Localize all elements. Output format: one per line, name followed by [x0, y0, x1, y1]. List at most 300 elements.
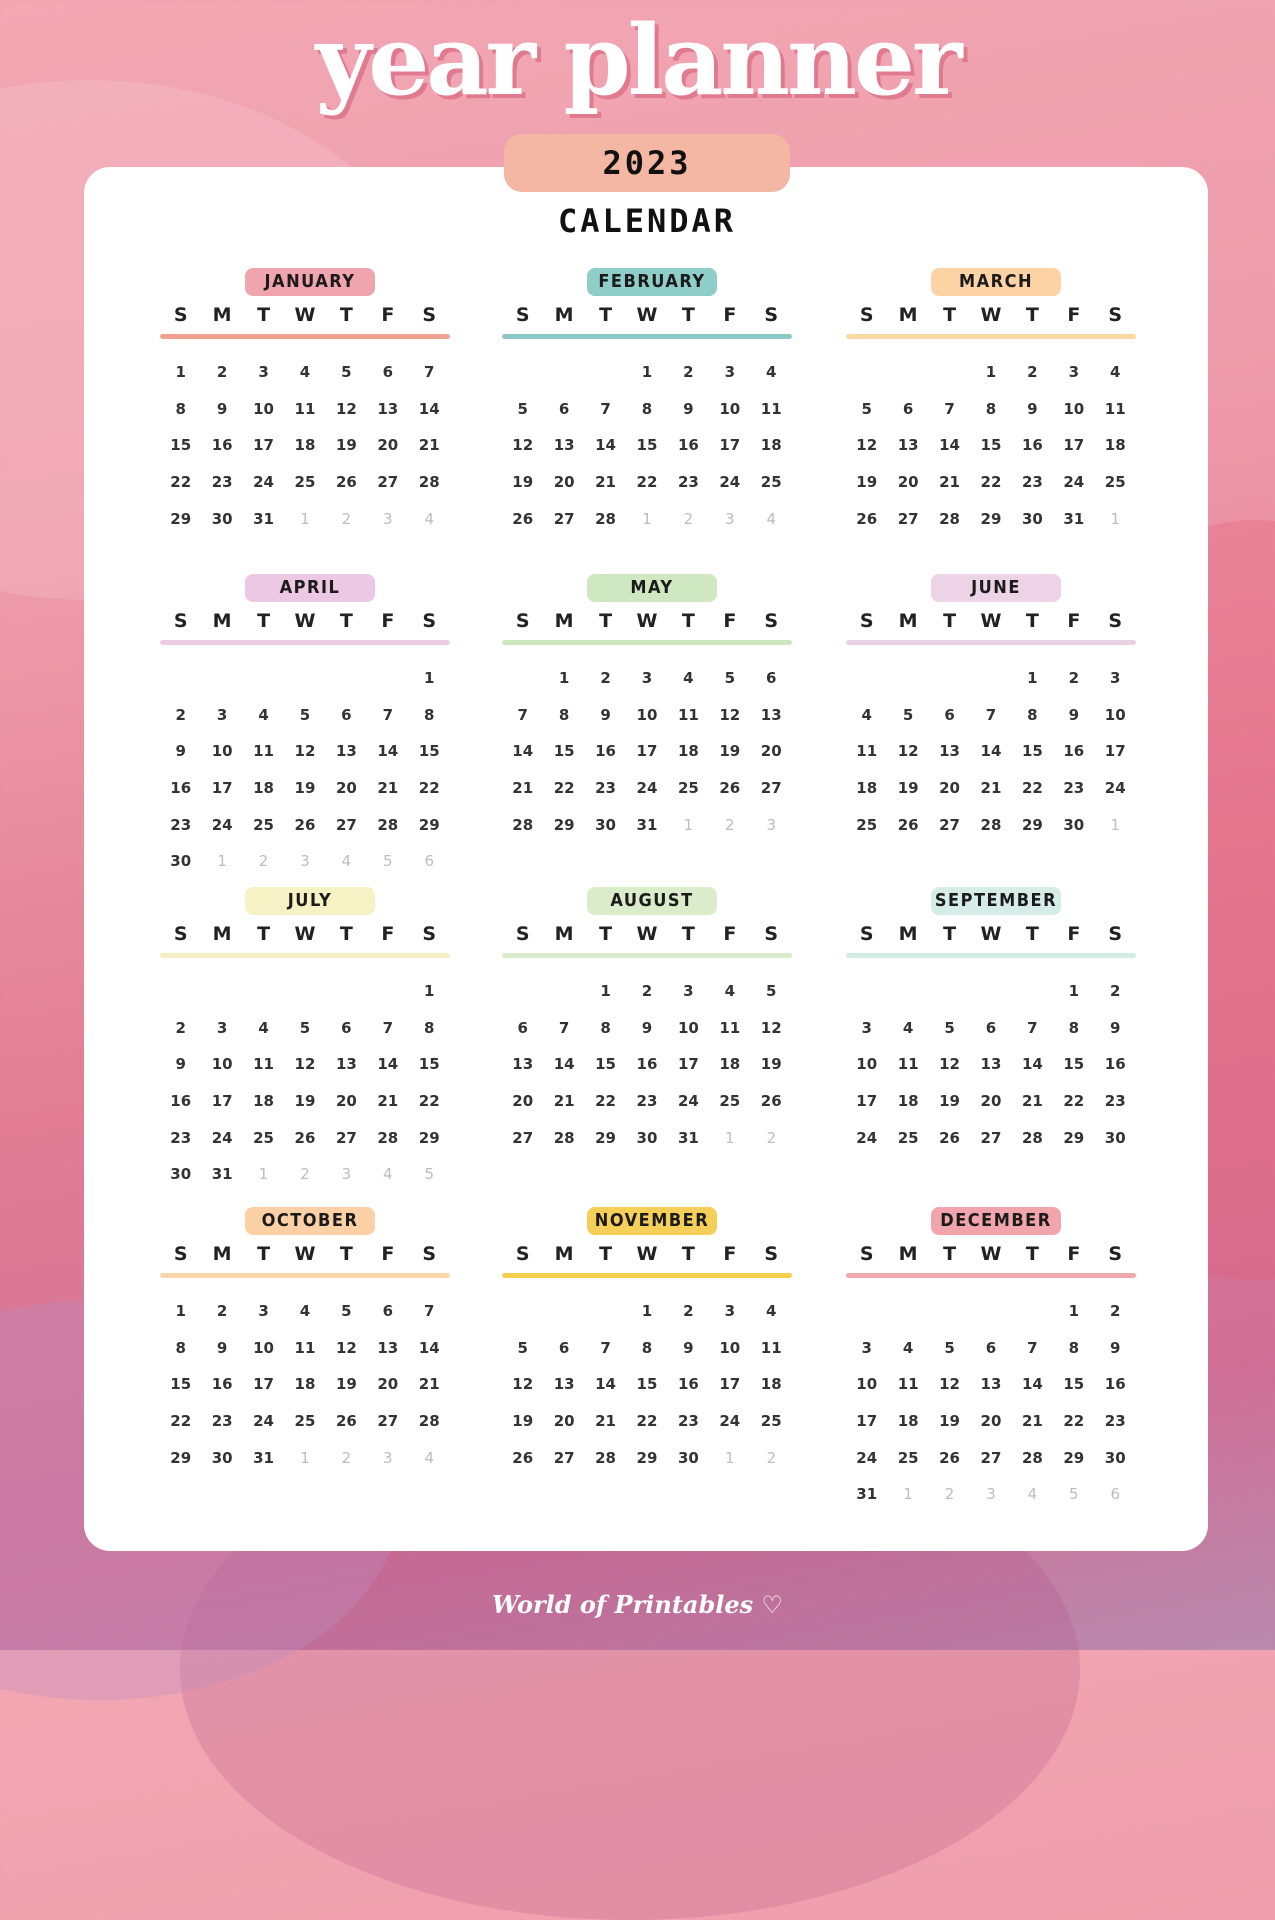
weekday-label: F: [381, 610, 395, 632]
day-cell: 18: [294, 1375, 316, 1394]
day-cell: 4: [766, 363, 777, 382]
day-cell: 22: [170, 1412, 192, 1431]
day-cell: 8: [424, 705, 435, 724]
day-cell: 1: [1110, 815, 1121, 834]
day-cell: 10: [253, 399, 274, 418]
day-cell: 8: [1027, 705, 1038, 724]
day-cell: 1: [642, 509, 652, 528]
day-cell: 2: [216, 363, 228, 382]
day-cell: 8: [985, 399, 997, 418]
day-cell: 5: [724, 669, 736, 688]
day-cell: 15: [636, 1375, 658, 1394]
day-cell: 1: [600, 982, 611, 1001]
day-cell: 21: [980, 779, 1002, 798]
day-cell: 1: [217, 852, 227, 871]
weekday-label: T: [339, 304, 353, 326]
week-row: [160, 806, 450, 843]
day-cell: 9: [1110, 1018, 1121, 1037]
week-row: [160, 770, 450, 807]
day-cell: 5: [383, 852, 393, 871]
weekday-label: T: [1025, 610, 1039, 632]
day-cell: 29: [1021, 815, 1043, 834]
weekday-label: T: [681, 923, 695, 945]
day-cell: 8: [1068, 1338, 1080, 1357]
day-cell: 3: [861, 1018, 872, 1037]
day-cell: 10: [253, 1338, 274, 1357]
day-cell: 1: [1068, 1302, 1080, 1321]
day-cell: 16: [211, 436, 233, 455]
day-cell: 22: [636, 473, 658, 492]
page-title: year planner: [315, 4, 960, 117]
day-cell: 10: [677, 1018, 699, 1037]
day-cell: 10: [719, 1338, 741, 1357]
day-cell: 21: [595, 473, 616, 492]
day-cell: 5: [766, 982, 777, 1001]
weekday-label: T: [339, 923, 353, 945]
day-cell: 17: [1104, 742, 1126, 761]
day-cell: 13: [335, 1055, 357, 1074]
week-row: [160, 500, 450, 537]
month-label: JANUARY: [245, 268, 375, 296]
weekday-label: M: [554, 1243, 574, 1265]
weekday-label: M: [554, 923, 574, 945]
day-cell: 19: [512, 1412, 534, 1431]
day-cell: 22: [418, 779, 440, 798]
day-cell: 20: [939, 779, 960, 798]
day-cell: 26: [335, 473, 357, 492]
day-cell: 9: [175, 742, 186, 761]
weekday-header: [160, 304, 450, 326]
day-cell: 13: [897, 436, 919, 455]
day-cell: 18: [760, 436, 782, 455]
day-cell: 30: [170, 1165, 192, 1184]
day-cell: 1: [175, 363, 186, 382]
day-cell: 5: [861, 399, 872, 418]
day-cell: 4: [1110, 363, 1121, 382]
day-cell: 11: [760, 399, 782, 418]
day-cell: 4: [902, 1018, 914, 1037]
day-cell: 23: [595, 779, 616, 798]
day-cell: 9: [683, 399, 694, 418]
day-cell: 28: [553, 1128, 575, 1147]
day-cell: 16: [1104, 1375, 1126, 1394]
day-cell: 23: [1063, 779, 1085, 798]
day-cell: 7: [558, 1018, 570, 1037]
weekday-label: S: [859, 923, 874, 945]
day-cell: 16: [677, 436, 699, 455]
day-cell: 7: [1027, 1018, 1038, 1037]
weekday-label: W: [294, 1243, 316, 1265]
day-cell: 14: [939, 436, 960, 455]
day-cell: 2: [683, 1302, 694, 1321]
day-cell: 3: [683, 982, 694, 1001]
day-cell: 10: [211, 742, 233, 761]
day-cell: 23: [636, 1092, 658, 1111]
day-cell: 7: [1027, 1338, 1038, 1357]
week-row: [160, 464, 450, 501]
day-cell: 18: [897, 1412, 919, 1431]
day-cell: 12: [294, 1055, 316, 1074]
day-cell: 28: [980, 815, 1002, 834]
weekday-label: T: [681, 1243, 695, 1265]
weekday-header: [502, 304, 792, 326]
weekday-label: W: [294, 304, 316, 326]
day-cell: 18: [294, 436, 316, 455]
day-cell: 9: [216, 1338, 228, 1357]
day-cell: 5: [341, 1302, 352, 1321]
day-cell: 16: [595, 742, 616, 761]
day-cell: 14: [377, 1055, 399, 1074]
week-row: [160, 1366, 450, 1403]
weekday-label: S: [764, 1243, 779, 1265]
day-cell: 2: [1110, 1302, 1121, 1321]
month-divider: [160, 334, 450, 339]
day-cell: 4: [341, 852, 352, 871]
day-cell: 8: [1068, 1018, 1080, 1037]
day-cell: 4: [683, 669, 694, 688]
week-row: [160, 1119, 450, 1156]
day-cell: 26: [335, 1412, 357, 1431]
day-cell: 2: [725, 815, 735, 834]
week-row: [502, 1010, 792, 1047]
day-cell: 11: [677, 705, 699, 724]
day-cell: 31: [253, 509, 274, 528]
day-cell: 1: [300, 509, 310, 528]
day-cell: 28: [1021, 1128, 1043, 1147]
week-row: [160, 391, 450, 428]
day-cell: 15: [418, 742, 440, 761]
weekday-label: M: [212, 1243, 232, 1265]
day-cell: 29: [418, 815, 440, 834]
month-label: SEPTEMBER: [931, 887, 1061, 915]
day-cell: 30: [1063, 815, 1085, 834]
day-cell: 2: [300, 1165, 310, 1184]
day-cell: 1: [1027, 669, 1038, 688]
day-cell: 19: [897, 779, 919, 798]
day-cell: 12: [856, 436, 878, 455]
day-cell: 13: [760, 705, 782, 724]
weekday-label: F: [381, 923, 395, 945]
day-cell: 22: [1063, 1092, 1085, 1111]
weekday-label: T: [257, 923, 271, 945]
day-cell: 24: [677, 1092, 699, 1111]
day-cell: 6: [766, 669, 777, 688]
day-cell: 20: [512, 1092, 534, 1111]
month-divider: [502, 334, 792, 339]
day-cell: 28: [595, 509, 616, 528]
weekday-label: M: [212, 610, 232, 632]
month-label: OCTOBER: [245, 1207, 375, 1235]
day-cell: 16: [1104, 1055, 1126, 1074]
day-cell: 23: [170, 1128, 192, 1147]
day-cell: 6: [382, 1302, 394, 1321]
day-cell: 19: [294, 1092, 316, 1111]
day-cell: 15: [1063, 1375, 1085, 1394]
day-cell: 25: [677, 779, 699, 798]
day-cell: 30: [1104, 1448, 1126, 1467]
weekday-label: F: [1067, 923, 1081, 945]
day-cell: 5: [341, 363, 352, 382]
day-cell: 25: [253, 1128, 274, 1147]
weekday-label: W: [636, 1243, 658, 1265]
month-divider: [846, 1273, 1136, 1278]
day-cell: 31: [1063, 509, 1085, 528]
day-cell: 23: [1104, 1412, 1126, 1431]
day-cell: 13: [980, 1375, 1002, 1394]
day-cell: 17: [856, 1092, 878, 1111]
day-cell: 25: [897, 1448, 919, 1467]
day-cell: 12: [335, 399, 357, 418]
day-cell: 6: [341, 1018, 352, 1037]
day-cell: 13: [939, 742, 960, 761]
week-row: [846, 697, 1136, 734]
day-cell: 19: [939, 1092, 960, 1111]
day-cell: 7: [382, 1018, 394, 1037]
day-cell: 3: [986, 1485, 996, 1504]
day-cell: 2: [1110, 982, 1121, 1001]
day-cell: 17: [636, 742, 658, 761]
day-cell: 11: [897, 1375, 919, 1394]
day-cell: 26: [897, 815, 919, 834]
day-cell: 4: [902, 1338, 914, 1357]
day-cell: 15: [636, 436, 658, 455]
weekday-label: S: [859, 610, 874, 632]
day-cell: 5: [944, 1018, 955, 1037]
day-cell: 25: [719, 1092, 741, 1111]
month-label: APRIL: [245, 574, 375, 602]
week-row: [846, 733, 1136, 770]
month-divider: [160, 1273, 450, 1278]
day-cell: 15: [1021, 742, 1043, 761]
week-row: [846, 806, 1136, 843]
day-cell: 2: [641, 982, 653, 1001]
day-cell: 3: [641, 669, 653, 688]
day-cell: 21: [1021, 1412, 1043, 1431]
day-cell: 17: [719, 436, 741, 455]
day-cell: 5: [299, 1018, 311, 1037]
week-row: [502, 733, 792, 770]
day-cell: 2: [683, 509, 694, 528]
weekday-label: T: [599, 1243, 613, 1265]
day-cell: 27: [939, 815, 960, 834]
week-row: [160, 1046, 450, 1083]
day-cell: 9: [641, 1018, 653, 1037]
week-row: [502, 806, 792, 843]
day-cell: 14: [595, 1375, 616, 1394]
weekday-header: [846, 610, 1136, 632]
month-days: [502, 660, 792, 843]
day-cell: 7: [382, 705, 394, 724]
week-row: [846, 1119, 1136, 1156]
weekday-label: S: [515, 610, 530, 632]
day-cell: 2: [766, 1128, 777, 1147]
day-cell: 10: [211, 1055, 233, 1074]
day-cell: 26: [856, 509, 878, 528]
week-row: [160, 1083, 450, 1120]
weekday-label: S: [1108, 923, 1123, 945]
day-cell: 3: [216, 705, 228, 724]
day-cell: 2: [341, 509, 352, 528]
day-cell: 7: [985, 705, 997, 724]
day-cell: 22: [636, 1412, 658, 1431]
weekday-label: T: [681, 610, 695, 632]
day-cell: 20: [897, 473, 919, 492]
weekday-label: S: [173, 610, 188, 632]
day-cell: 15: [553, 742, 575, 761]
day-cell: 16: [170, 779, 192, 798]
day-cell: 24: [1063, 473, 1085, 492]
weekday-label: T: [257, 610, 271, 632]
day-cell: 1: [558, 669, 570, 688]
weekday-label: F: [723, 610, 737, 632]
weekday-label: M: [898, 304, 918, 326]
calendar-year-badge: 2023 CALENDAR: [504, 134, 790, 192]
day-cell: 29: [1063, 1448, 1085, 1467]
day-cell: 30: [211, 509, 233, 528]
day-cell: 17: [719, 1375, 741, 1394]
day-cell: 24: [856, 1128, 878, 1147]
weekday-label: T: [943, 610, 957, 632]
day-cell: 3: [724, 363, 736, 382]
week-row: [160, 427, 450, 464]
day-cell: 8: [558, 705, 570, 724]
day-cell: 2: [341, 1448, 352, 1467]
day-cell: 22: [980, 473, 1002, 492]
day-cell: 1: [424, 669, 435, 688]
day-cell: 6: [517, 1018, 528, 1037]
week-row: [846, 1293, 1136, 1330]
day-cell: 26: [719, 779, 741, 798]
day-cell: 1: [258, 1165, 269, 1184]
day-cell: 15: [595, 1055, 616, 1074]
day-cell: 18: [253, 779, 274, 798]
weekday-label: T: [599, 304, 613, 326]
day-cell: 27: [897, 509, 919, 528]
day-cell: 22: [1063, 1412, 1085, 1431]
day-cell: 23: [211, 473, 233, 492]
day-cell: 1: [300, 1448, 310, 1467]
day-cell: 27: [335, 1128, 357, 1147]
weekday-label: S: [859, 304, 874, 326]
day-cell: 27: [980, 1128, 1002, 1147]
month-days: [502, 354, 792, 537]
weekday-label: S: [764, 923, 779, 945]
month-label: AUGUST: [587, 887, 717, 915]
day-cell: 11: [253, 1055, 274, 1074]
week-row: [502, 354, 792, 391]
day-cell: 1: [1110, 509, 1121, 528]
day-cell: 7: [424, 363, 435, 382]
weekday-label: W: [636, 304, 658, 326]
week-row: [846, 660, 1136, 697]
day-cell: 4: [1027, 1485, 1038, 1504]
week-row: [160, 697, 450, 734]
weekday-header: [502, 1243, 792, 1265]
day-cell: 5: [517, 1338, 528, 1357]
day-cell: 9: [1110, 1338, 1121, 1357]
day-cell: 6: [902, 399, 914, 418]
month-divider: [160, 640, 450, 645]
day-cell: 2: [175, 705, 186, 724]
day-cell: 3: [861, 1338, 872, 1357]
month-divider: [502, 953, 792, 958]
weekday-label: F: [723, 304, 737, 326]
weekday-label: W: [294, 923, 316, 945]
day-cell: 29: [636, 1448, 658, 1467]
day-cell: 21: [1021, 1092, 1043, 1111]
day-cell: 23: [1021, 473, 1043, 492]
day-cell: 14: [377, 742, 399, 761]
weekday-header: [160, 923, 450, 945]
day-cell: 11: [856, 742, 878, 761]
day-cell: 23: [211, 1412, 233, 1431]
day-cell: 16: [1063, 742, 1085, 761]
day-cell: 3: [1110, 669, 1121, 688]
day-cell: 24: [253, 473, 274, 492]
week-row: [502, 1330, 792, 1367]
day-cell: 11: [294, 399, 316, 418]
day-cell: 10: [1063, 399, 1085, 418]
day-cell: 6: [382, 363, 394, 382]
day-cell: 21: [595, 1412, 616, 1431]
week-row: [502, 660, 792, 697]
brand-footer: World of Printables ♡: [491, 1590, 784, 1619]
day-cell: 16: [677, 1375, 699, 1394]
day-cell: 24: [856, 1448, 878, 1467]
day-cell: 10: [856, 1375, 878, 1394]
month-days: [160, 354, 450, 537]
day-cell: 22: [595, 1092, 616, 1111]
day-cell: 21: [512, 779, 534, 798]
day-cell: 4: [299, 1302, 311, 1321]
day-cell: 13: [980, 1055, 1002, 1074]
day-cell: 7: [424, 1302, 435, 1321]
day-cell: 1: [175, 1302, 186, 1321]
day-cell: 16: [170, 1092, 192, 1111]
day-cell: 24: [253, 1412, 274, 1431]
day-cell: 10: [636, 705, 658, 724]
day-cell: 8: [641, 399, 653, 418]
day-cell: 18: [897, 1092, 919, 1111]
day-cell: 1: [985, 363, 997, 382]
day-cell: 28: [595, 1448, 616, 1467]
day-cell: 19: [294, 779, 316, 798]
weekday-label: T: [257, 1243, 271, 1265]
day-cell: 20: [760, 742, 782, 761]
day-cell: 19: [939, 1412, 960, 1431]
month-label: FEBRUARY: [587, 268, 717, 296]
month-days: [502, 1293, 792, 1476]
day-cell: 7: [600, 399, 611, 418]
day-cell: 4: [258, 1018, 269, 1037]
day-cell: 11: [253, 742, 274, 761]
day-cell: 12: [897, 742, 919, 761]
day-cell: 3: [258, 1302, 269, 1321]
day-cell: 1: [725, 1448, 735, 1467]
day-cell: 21: [377, 779, 399, 798]
day-cell: 20: [377, 1375, 399, 1394]
day-cell: 26: [512, 509, 534, 528]
day-cell: 3: [383, 509, 393, 528]
day-cell: 10: [719, 399, 741, 418]
week-row: [502, 391, 792, 428]
day-cell: 25: [856, 815, 878, 834]
day-cell: 16: [1021, 436, 1043, 455]
day-cell: 26: [939, 1128, 960, 1147]
weekday-label: M: [554, 610, 574, 632]
weekday-header: [502, 610, 792, 632]
day-cell: 12: [335, 1338, 357, 1357]
